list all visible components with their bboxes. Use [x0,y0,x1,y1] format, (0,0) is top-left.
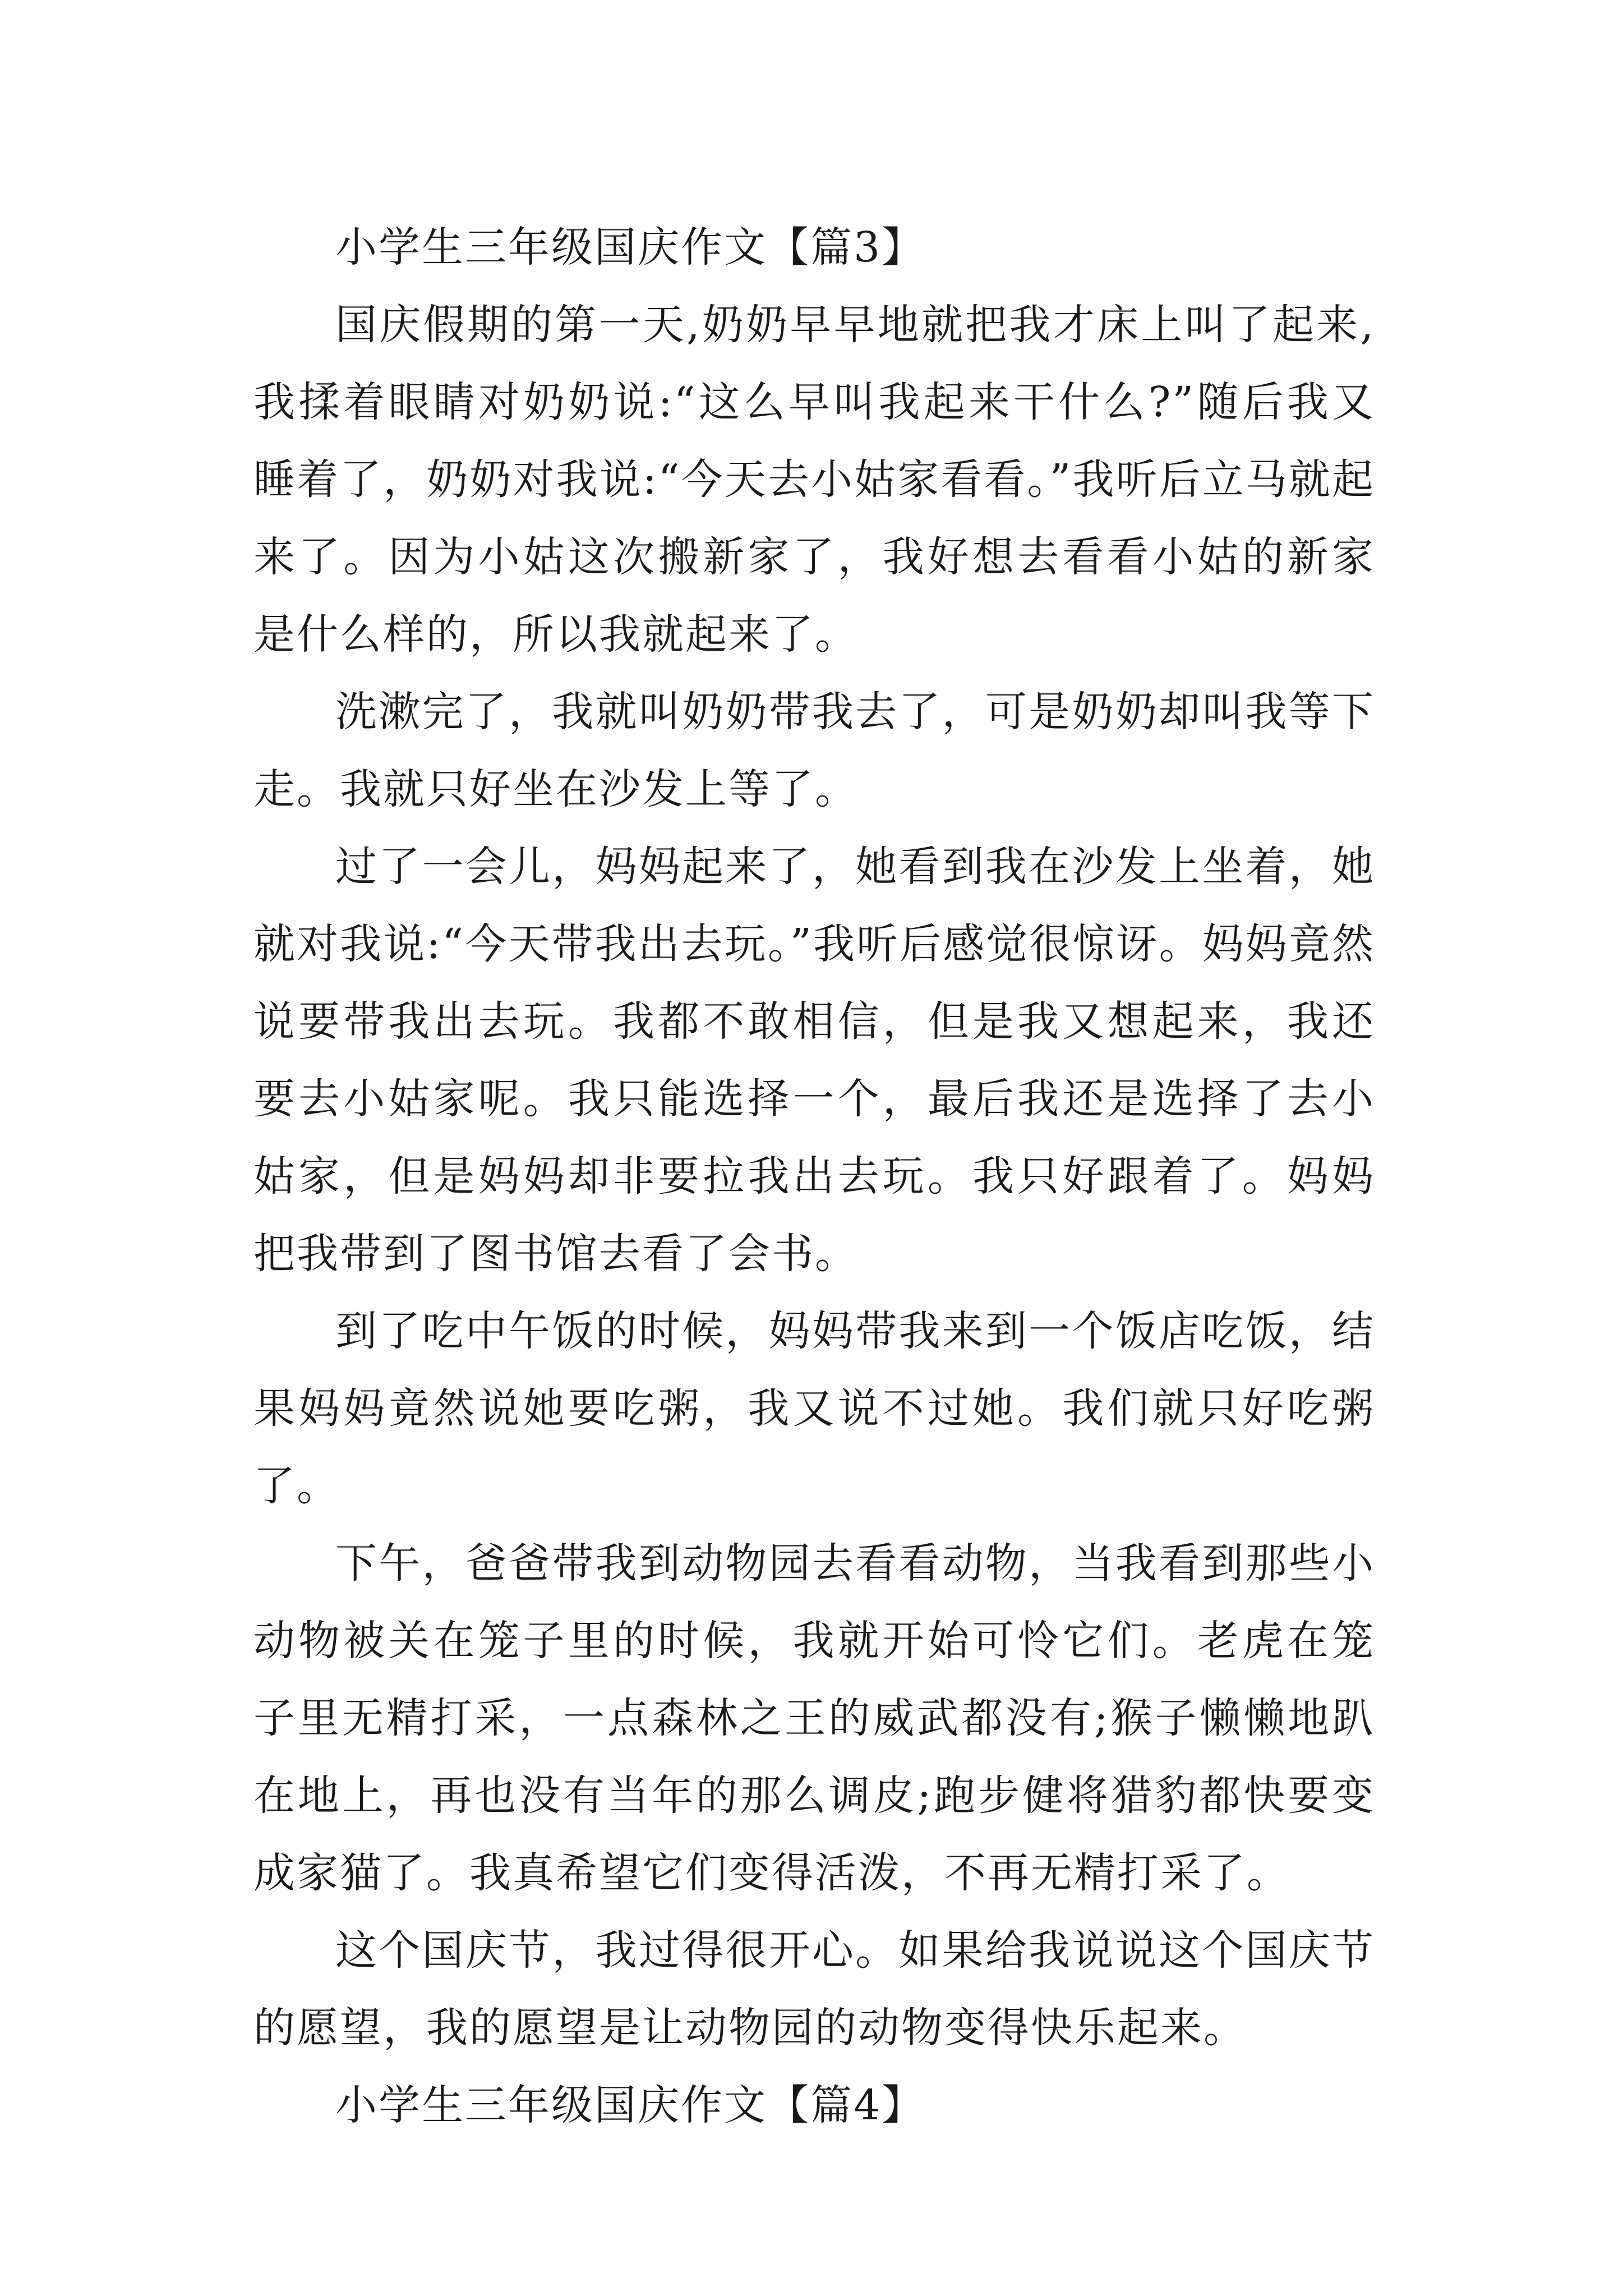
paragraph: 这个国庆节，我过得很开心。如果给我说说这个国庆节的愿望，我的愿望是让动物园的动物变得快乐起来。 [253,1926,1375,2052]
paragraph: 国庆假期的第一天,奶奶早早地就把我才床上叫了起来,我揉着眼睛对奶奶说:“这么早叫我起来干什么?”随后我又睡着了，奶奶对我说:“今天去小姑家看看。”我听后立马就起来了。因为小姑这次搬新家了，我好想去看看小姑的新家是什么样的，所以我就起来了。 [253,301,1375,659]
paragraph: 到了吃中午饭的时候，妈妈带我来到一个饭店吃饭，结果妈妈竟然说她要吃粥，我又说不过她。我们就只好吃粥了。 [253,1307,1375,1510]
section-heading-4: 小学生三年级国庆作文【篇4】 [335,2081,925,2129]
paragraph: 洗漱完了，我就叫奶奶带我去了，可是奶奶却叫我等下走。我就只好坐在沙发上等了。 [253,688,1375,813]
paragraph: 下午，爸爸带我到动物园去看看动物，当我看到那些小动物被关在笼子里的时候，我就开始可怜它们。老虎在笼子里无精打采，一点森林之王的威武都没有;猴子懒懒地趴在地上，再也没有当年的那么调皮;跑步健将猎豹都快要变成家猫了。我真希望它们变得活泼，不再无精打采了。 [253,1539,1375,1897]
paragraph: 过了一会儿，妈妈起来了，她看到我在沙发上坐着，她就对我说:“今天带我出去玩。”我听后感觉很惊讶。妈妈竟然说要带我出去玩。我都不敢相信，但是我又想起来，我还要去小姑家呢。我只能选择一个，最后我还是选择了去小姑家，但是妈妈却非要拉我出去玩。我只好跟着了。妈妈把我带到了图书馆去看了会书。 [253,843,1375,1278]
document-body [253,209,1375,2144]
section-heading-3: 小学生三年级国庆作文【篇3】 [335,223,925,272]
